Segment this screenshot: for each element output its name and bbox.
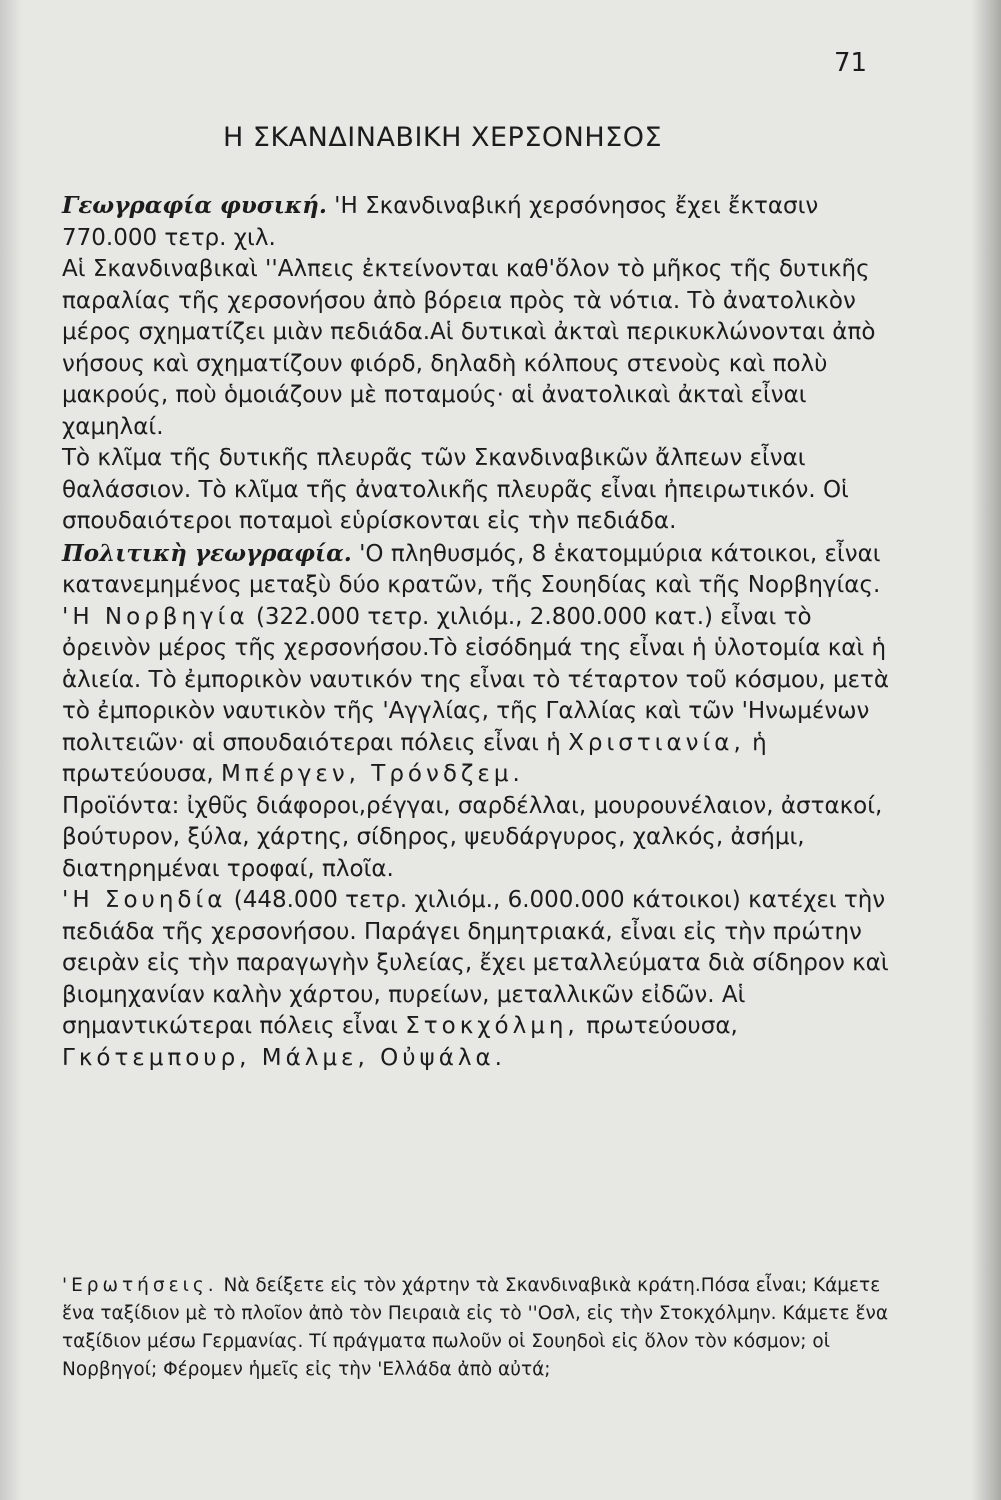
paragraph-text: Αἱ Σκανδιναβικαὶ ''Αλπεις ἐκτείνονται καθ'ὅλον τὸ μῆκος τῆς δυτικῆς παραλίας τῆς χερσονήσου ἀπὸ βόρεια πρὸς τὰ νότια. Τὸ ἀνατολικὸν μέρος σχηματίζει μιὰν πεδιάδα.Αἱ δυτικαὶ ἀκταὶ περικυκλώνονται ἀπὸ νήσους καὶ σχηματίζουν φιόρδ, δηλαδὴ κόλπους στενοὺς καὶ πολὺ μακρούς, ποὺ ὁμοιάζουν μὲ ποταμούς· αἱ ἀνατολικαὶ ἀκταὶ εἶναι χαμηλαί. — [62, 256, 876, 440]
city-names: Γκότεμπουρ, Μάλμε, Οὐψάλα. — [62, 1044, 506, 1071]
city-name: Στοκχόλμη, — [405, 1013, 579, 1039]
paragraph-text: πρωτεύουσα, — [586, 1013, 738, 1039]
country-name-norway: 'Η Νορβηγία — [62, 603, 249, 630]
paragraph-text: ἰχθῦς διάφοροι,ρέγγαι, σαρδέλλαι, μουρουνέλαιον, ἀστακοί, βούτυρον, ξύλα, χάρτης, σίδηρος, ψευδάργυρος, χαλκός, ἀσήμι, διατηρημέναι τροφαί, πλοῖα. — [62, 792, 883, 882]
questions-label: 'Ερωτήσεις. — [62, 1275, 218, 1296]
city-name: Χριστιανία, — [568, 729, 745, 756]
paragraph-text: (448.000 τετρ. χιλιόμ., 6.000.000 κάτοικοι) κατέχει τὴν πεδιάδα τῆς χερσονήσου. Παράγει δημητριακά, εἶναι εἰς τὴν πρώτην σειρὰν εἰς τὴν παραγωγὴν ξυλείας, ἔχει μεταλλεύματα διὰ σίδηρον καὶ βιομηχανίαν καλὴν χάρτου, πυρείων, μεταλλικῶν εἰδῶν. Αἱ σημαντικώτεραι πόλεις εἶναι — [62, 887, 889, 1039]
city-names: Μπέργεν, Τρόνδζεμ. — [221, 761, 524, 787]
products-label: Προϊόντα: — [62, 792, 180, 819]
paragraph-text: 'Ο πληθυσμός, 8 ἑκατομμύρια κάτοικοι, εἶναι κατανεμημένος μεταξὺ δύο κρατῶν, τῆς Σουηδίας καὶ τῆς Νορβηγίας. — [62, 540, 881, 598]
political-geography-paragraph — [62, 538, 897, 602]
paragraph-text: ἡ πρωτεύουσα, — [62, 729, 767, 787]
chapter-title: Η ΣΚΑΝΔΙΝΑΒΙΚΗ ΧΕΡΣΟΝΗΣΟΣ — [223, 122, 663, 153]
section-heading-political: Πολιτικὴ γεωγραφία. — [62, 539, 352, 567]
alps-paragraph — [62, 254, 897, 443]
sweden-paragraph — [62, 885, 897, 1074]
chapter-body — [62, 190, 897, 1074]
questions-text: Νὰ δείξετε εἰς τὸν χάρτην τὰ Σκανδιναβικὰ κράτη.Πόσα εἶναι; Κάμετε ἕνα ταξίδιον μὲ τὸ πλοῖον ἀπὸ τὸν Πειραιὰ εἰς τὸ ''Οσλ, εἰς τὴν Στοκχόλμην. Κάμετε ἕνα ταξίδιον μέσω Γερμανίας. Τί πράγματα πωλοῦν οἱ Σουηδοὶ εἰς ὅλον τὸν κόσμον; οἱ Νορβηγοί; Φέρομεν ἡμεῖς εἰς τὴν 'Ελλάδα ἀπὸ αὐτά; — [62, 1275, 889, 1380]
products-paragraph — [62, 791, 897, 886]
questions-paragraph — [62, 1272, 897, 1384]
physical-geography-paragraph — [62, 190, 897, 254]
page-shadow-right — [971, 0, 1001, 1500]
climate-paragraph — [62, 443, 897, 538]
page-number: 71 — [834, 48, 868, 78]
paragraph-text: Τὸ κλῖμα τῆς δυτικῆς πλευρᾶς τῶν Σκανδιναβικῶν ἄλπεων εἶναι θαλάσσιον. Τὸ κλῖμα τῆς ἀνατολικῆς πλευρᾶς εἶναι ἠπειρωτικόν. Οἱ σπουδαιότεροι ποταμοὶ εὑρίσκονται εἰς τὴν πεδιάδα. — [62, 445, 849, 534]
section-heading-physical: Γεωγραφία φυσική. — [62, 192, 327, 219]
questions-block — [62, 1272, 897, 1384]
page-shadow-left — [0, 0, 22, 1500]
paragraph-text: (322.000 τετρ. χιλιόμ., 2.800.000 κατ.) εἶναι τὸ ὀρεινὸν μέρος τῆς χερσονήσου.Τὸ εἰσόδημά της εἶναι ἡ ὑλοτομία καὶ ἡ ἁλιεία. Τὸ ἐμπορικὸν ναυτικόν της εἶναι τὸ τέταρτον τοῦ κόσμου, μετὰ τὸ ἐμπορικὸν ναυτικὸν τῆς 'Αγγλίας, τῆς Γαλλίας καὶ τῶν 'Ηνωμένων πολιτειῶν· αἱ σπουδαιότεραι πόλεις εἶναι ἡ — [62, 603, 890, 756]
paragraph-text: 'Η Σκανδιναβική χερσόνησος ἔχει ἔκτασιν 770.000 τετρ. χιλ. — [62, 193, 819, 251]
country-name-sweden: 'Η Σουηδία — [62, 887, 227, 913]
norway-paragraph — [62, 602, 897, 791]
